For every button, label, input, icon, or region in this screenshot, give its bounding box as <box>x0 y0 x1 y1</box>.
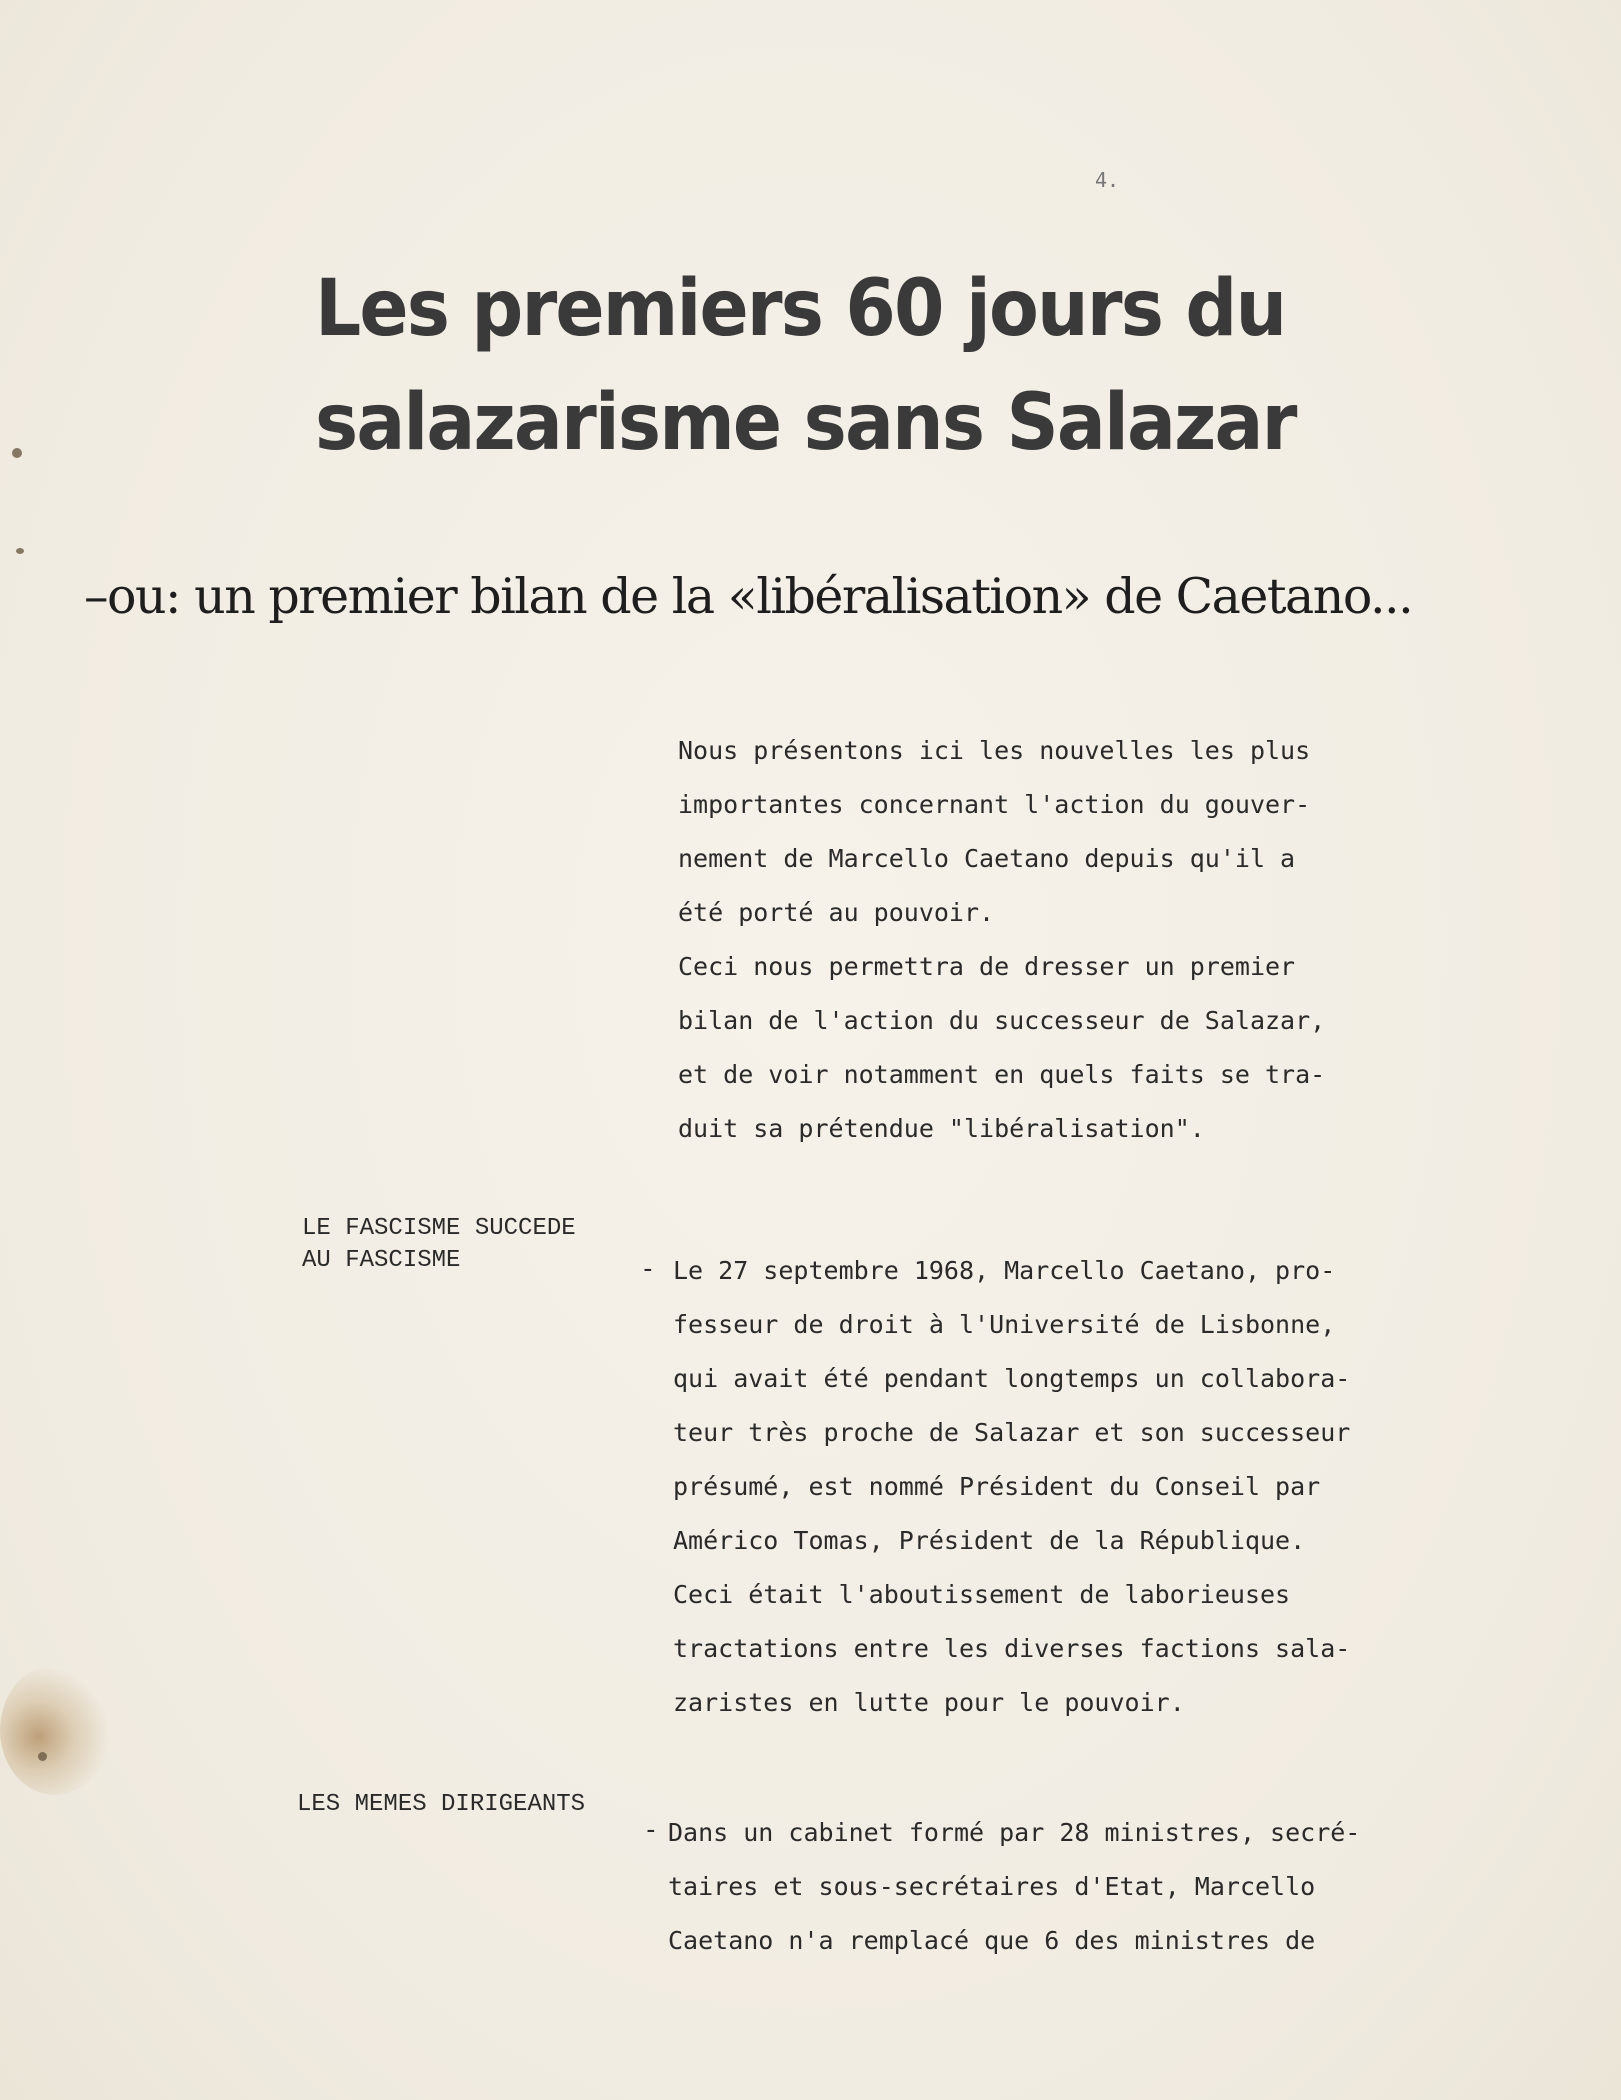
text-line: qui avait été pendant longtemps un collabora- <box>673 1364 1351 1393</box>
headline <box>315 252 1295 480</box>
paper-mark <box>12 448 22 458</box>
text-line: et de voir notamment en quels faits se tra- <box>678 1060 1326 1089</box>
section-dash: - <box>643 1815 659 1845</box>
text-line: été porté au pouvoir. <box>678 898 995 927</box>
text-line: Ceci nous permettra de dresser un premier <box>678 952 1296 981</box>
text-line: bilan de l'action du successeur de Salazar, <box>678 1006 1326 1035</box>
text-line: Américo Tomas, Président de la République. <box>673 1526 1306 1555</box>
headline-line: salazarisme sans Salazar <box>315 378 1296 468</box>
subtitle: –ou: un premier bilan de la «libéralisation» de Caetano... <box>84 568 1413 625</box>
section-heading <box>297 1789 585 1821</box>
headline-line: Les premiers 60 jours du <box>315 264 1286 354</box>
text-line: fesseur de droit à l'Université de Lisbonne, <box>673 1310 1336 1339</box>
section-dash: - <box>640 1254 656 1284</box>
text-line: Ceci était l'aboutissement de laborieuses <box>673 1580 1291 1609</box>
text-line: Nous présentons ici les nouvelles les plus <box>678 736 1311 765</box>
text-line: Dans un cabinet formé par 28 ministres, secré- <box>668 1818 1361 1847</box>
paper-stain <box>0 1665 110 1795</box>
text-line: Le 27 septembre 1968, Marcello Caetano, pro- <box>673 1256 1336 1285</box>
text-line: Caetano n'a remplacé que 6 des ministres de <box>668 1926 1316 1955</box>
section-paragraph <box>673 1244 1350 1730</box>
page-number: 4. <box>1095 168 1120 192</box>
section-heading-line: LES MEMES DIRIGEANTS <box>297 1791 586 1818</box>
section-heading-line: AU FASCISME <box>302 1247 461 1274</box>
text-line: présumé, est nommé Président du Conseil par <box>673 1472 1321 1501</box>
text-line: zaristes en lutte pour le pouvoir. <box>673 1688 1185 1717</box>
text-line: taires et sous-secrétaires d'Etat, Marcello <box>668 1872 1316 1901</box>
text-line: tractations entre les diverses factions sala- <box>673 1634 1351 1663</box>
paper-mark <box>38 1752 47 1761</box>
text-line: duit sa prétendue "libéralisation". <box>678 1114 1205 1143</box>
text-line: teur très proche de Salazar et son successeur <box>673 1418 1351 1447</box>
paper-mark <box>16 548 24 554</box>
text-line: importantes concernant l'action du gouver- <box>678 790 1311 819</box>
section-heading <box>302 1213 576 1277</box>
text-line: nement de Marcello Caetano depuis qu'il a <box>678 844 1296 873</box>
section-paragraph <box>668 1806 1360 1968</box>
intro-paragraph <box>678 724 1325 1156</box>
section-heading-line: LE FASCISME SUCCEDE <box>302 1215 576 1242</box>
